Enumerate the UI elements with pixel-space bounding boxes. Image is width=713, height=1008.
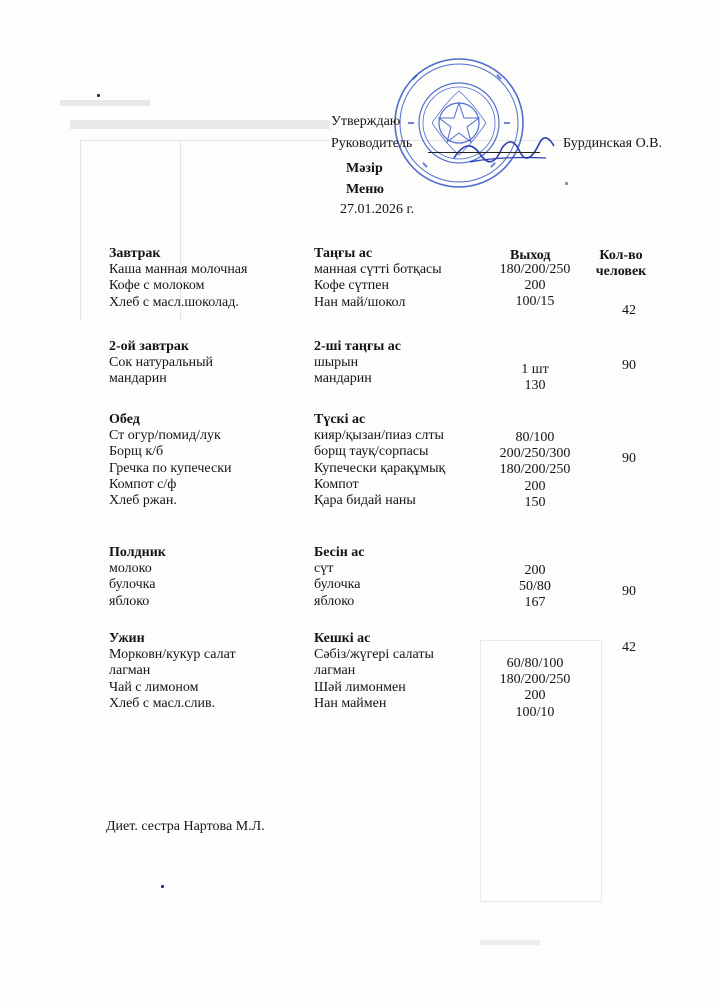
manager-label: Руководитель (331, 136, 413, 151)
lunch-people: 90 (622, 451, 636, 466)
list-item: Компот (314, 476, 359, 492)
menu-date: 27.01.2026 г. (340, 202, 415, 217)
output-value: 100/15 (515, 294, 555, 310)
people-column-header-line2: человек (595, 264, 647, 279)
list-item: Шәй лимонмен (314, 679, 406, 695)
list-item: мандарин (109, 371, 167, 387)
output-value: 180/200/250 (499, 262, 571, 277)
output-column-header: Выход (510, 248, 551, 263)
list-item: Нан май/шокол (314, 294, 406, 310)
people-column-header-line1: Кол-во (599, 248, 643, 263)
output-value: 80/100 (515, 430, 555, 445)
meal-title: Кешкі ас (314, 631, 371, 646)
approval-label: Утверждаю (331, 114, 401, 129)
list-item: шырын (314, 355, 359, 371)
list-item: Ст огур/помид/лук (109, 428, 221, 444)
list-item: Морковн/кукур салат (109, 647, 236, 663)
output-value: 50/80 (519, 579, 551, 595)
list-item: сүт (314, 561, 334, 577)
snack-ru (109, 545, 166, 610)
list-item: яблоко (109, 593, 150, 609)
breakfast-ru (109, 246, 247, 311)
second-breakfast-ru (109, 339, 213, 388)
list-item: Хлеб ржан. (109, 492, 177, 508)
list-item: кияр/қызан/пиаз слты (314, 428, 444, 444)
scan-speck (97, 94, 100, 97)
lunch-ru (109, 412, 232, 509)
meal-title: Полдник (109, 545, 166, 560)
list-item: мандарин (314, 371, 372, 387)
dietitian-signature: Диет. сестра Нартова М.Л. (106, 819, 265, 834)
second-breakfast-kz (314, 339, 401, 388)
meal-title: Ужин (109, 631, 145, 646)
meal-title: Бесін ас (314, 545, 365, 560)
list-item: борщ тауқ/сорпасы (314, 444, 429, 460)
manager-name: Бурдинская О.В. (563, 136, 663, 151)
list-item: Кофе сүтпен (314, 278, 389, 294)
output-value: 130 (524, 378, 546, 394)
list-item: Чай с лимоном (109, 679, 199, 695)
lunch-kz (314, 412, 445, 509)
list-item: лагман (314, 663, 356, 679)
list-item: яблоко (314, 593, 355, 609)
output-value: 1 шт (521, 362, 549, 377)
output-value: 200/250/300 (499, 446, 571, 462)
handwritten-signature (450, 128, 560, 174)
list-item: Сок натуральный (109, 355, 214, 371)
snack-people: 90 (622, 584, 636, 599)
scan-speck (565, 182, 568, 185)
list-item: Каша манная молочная (109, 262, 248, 278)
menu-title: Меню (346, 182, 385, 197)
list-item: молоко (109, 561, 152, 577)
list-item: Сәбіз/жүгері салаты (314, 647, 434, 663)
second-breakfast-outputs (488, 362, 582, 394)
snack-kz (314, 545, 365, 610)
list-item: Купечески қарақұмық (314, 460, 446, 476)
list-item: Кофе с молоком (109, 278, 205, 294)
meal-title: Обед (109, 412, 140, 427)
list-item: Гречка по купечески (109, 460, 232, 476)
output-value: 180/200/250 (499, 672, 571, 688)
list-item: Компот с/ф (109, 476, 177, 492)
meal-title: Таңғы ас (314, 246, 373, 261)
dinner-ru (109, 631, 236, 712)
list-item: Қара бидай наны (314, 492, 416, 508)
snack-outputs (488, 563, 582, 612)
breakfast-kz (314, 246, 442, 311)
signature-line (428, 152, 540, 153)
dinner-outputs (488, 656, 582, 721)
meal-title: Түскі ас (314, 412, 366, 427)
output-value: 200 (524, 278, 546, 294)
list-item: Хлеб с масл.слив. (109, 695, 216, 711)
breakfast-people: 42 (622, 303, 636, 318)
menu-title-kz: Мәзір (346, 161, 383, 176)
meal-title: 2-ші таңғы ас (314, 339, 401, 354)
list-item: Нан маймен (314, 695, 387, 711)
list-item: лагман (109, 663, 151, 679)
output-value: 167 (524, 595, 546, 611)
meal-title: Завтрак (109, 246, 161, 261)
scan-speck (161, 885, 164, 888)
meal-title: 2-ой завтрак (109, 339, 189, 354)
output-value: 100/10 (515, 704, 555, 720)
dinner-kz (314, 631, 434, 712)
list-item: булочка (314, 577, 361, 593)
list-item: Хлеб с масл.шоколад. (109, 294, 239, 310)
output-value: 150 (524, 494, 546, 510)
output-value: 200 (524, 478, 546, 494)
list-item: манная сүтті ботқасы (314, 262, 442, 278)
output-value: 200 (524, 563, 546, 578)
list-item: булочка (109, 577, 156, 593)
second-breakfast-people: 90 (622, 358, 636, 373)
breakfast-outputs (488, 262, 582, 311)
dinner-people: 42 (622, 640, 636, 655)
output-value: 200 (524, 688, 546, 704)
output-value: 180/200/250 (499, 462, 571, 478)
lunch-outputs (488, 430, 582, 511)
output-value: 60/80/100 (506, 656, 564, 671)
list-item: Борщ к/б (109, 444, 164, 460)
